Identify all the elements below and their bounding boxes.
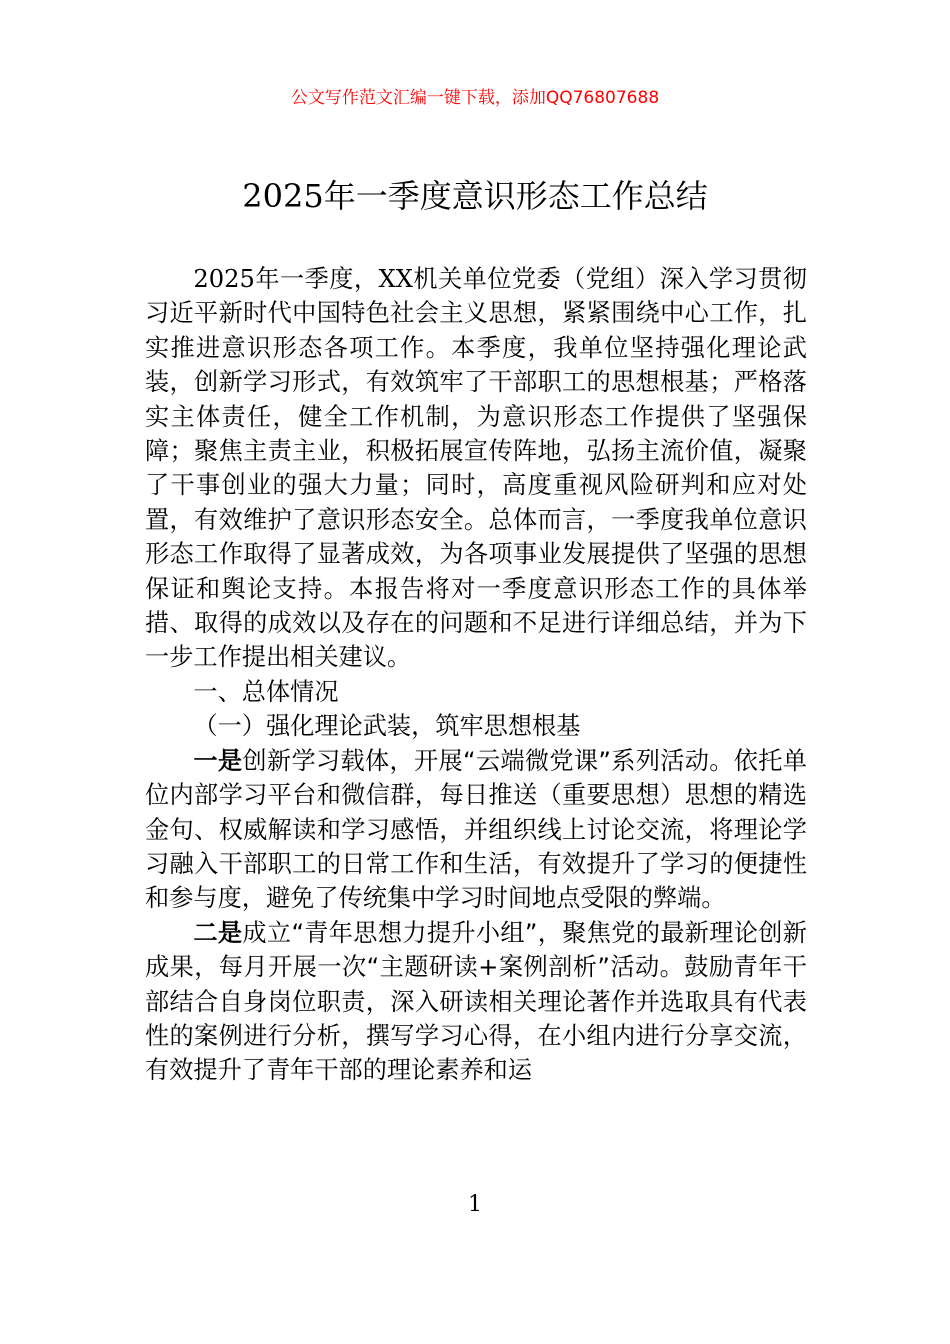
intro-paragraph — [145, 262, 807, 675]
section-heading: 一、总体情况 — [193, 677, 339, 706]
point-label-1: 一是 — [193, 746, 243, 775]
point-paragraph-1 — [145, 744, 807, 916]
document-title: 2025年一季度意识形态工作总结 — [242, 177, 708, 215]
intro-org: XX — [378, 265, 413, 293]
page-number: 1 — [468, 1192, 482, 1217]
intro-year: 2025 — [193, 265, 255, 293]
subsection-heading: （一）强化理论武装，筑牢思想根基 — [193, 712, 581, 741]
intro-text-2: 机关单位党委（党组）深入学习贯彻习近平新时代中国特色社会主义思想，紧紧围绕中心工作，扎实推进意识形态各项工作。本季度，我单位坚持强化理论武装，创新学习形式，有效筑牢了干部职工的思想根基；严格落实主体责任，健全工作机制，为意识形态工作提供了坚强保障；聚焦主责主业，积极拓展宣传阵地，弘扬主流价值，凝聚了干事创业的强大力量；同时，高度重视风险研判和应对处置，有效维护了意识形态安全。总体而言，一季度我单位意识形态工作取得了显著成效，为各项事业发展提供了坚强的思想保证和舆论支持。本报告将对一季度意识形态工作的具体举措、取得的成效以及存在的问题和不足进行详细总结，并为下一步工作提出相关建议。 — [145, 265, 807, 672]
intro-text-1: 年一季度， — [254, 265, 379, 293]
document-body — [145, 262, 807, 1088]
download-promo-banner: 公文写作范文汇编一键下载，添加QQ76807688 — [290, 88, 660, 108]
point-label-2: 二是 — [193, 918, 243, 947]
point-text-2: 成立“青年思想力提升小组”，聚焦党的最新理论创新成果，每月开展一次“主题研读+案例剖析”活动。鼓励青年干部结合自身岗位职责，深入研读相关理论著作并选取具有代表性的案例进行分析，撰写学习心得，在小组内进行分享交流，有效提升了青年干部的理论素养和运 — [145, 918, 807, 1085]
point-text-1: 创新学习载体，开展“云端微党课”系列活动。依托单位内部学习平台和微信群，每日推送（重要思想）思想的精选金句、权威解读和学习感悟，并组织线上讨论交流，将理论学习融入干部职工的日常工作和生活，有效提升了学习的便捷性和参与度，避免了传统集中学习时间地点受限的弊端。 — [145, 746, 807, 913]
point-paragraph-2 — [145, 916, 807, 1088]
